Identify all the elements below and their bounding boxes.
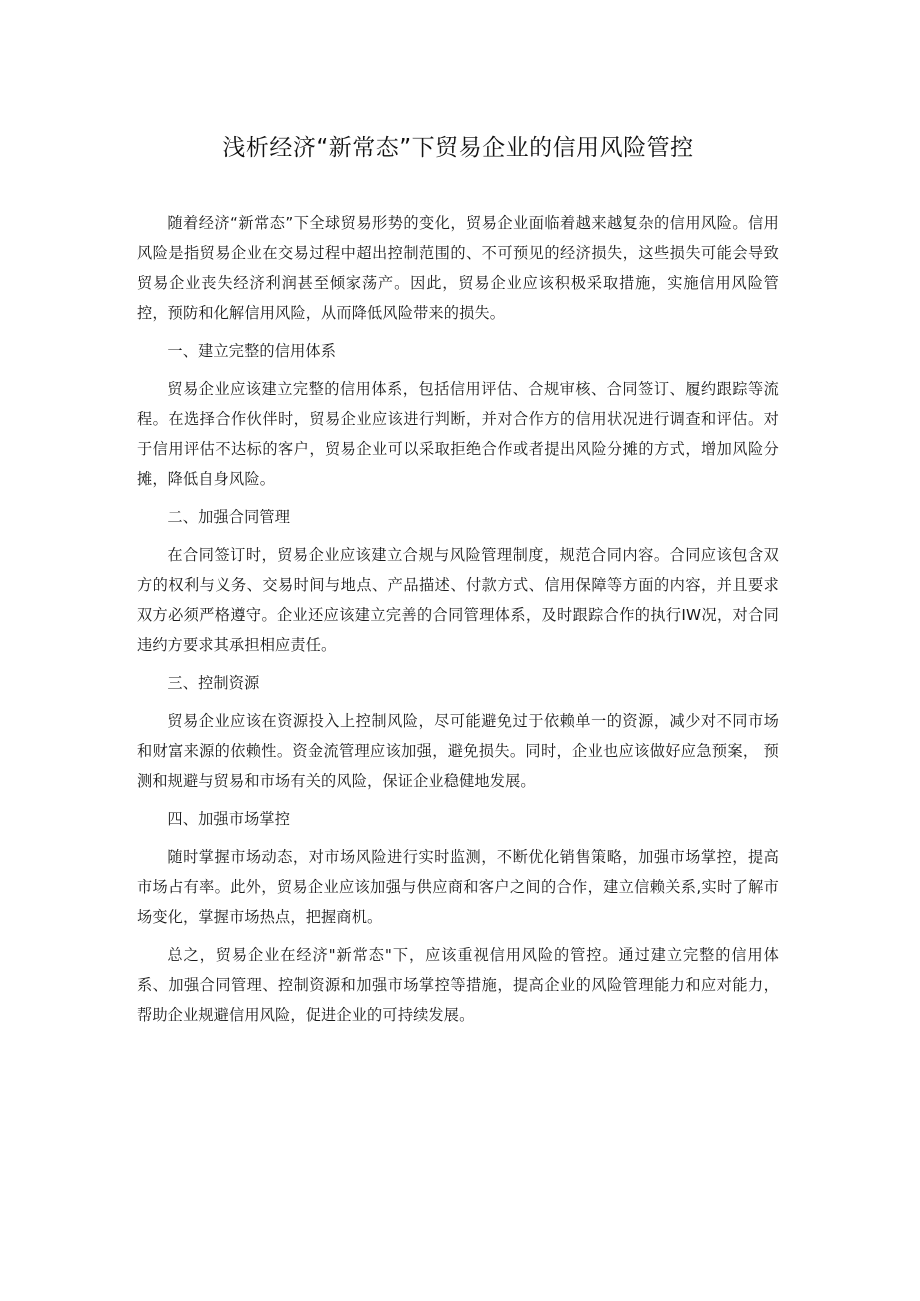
section-paragraph-4: 随时掌握市场动态，对市场风险进行实时监测，不断优化销售策略，加强市场掌控，提高市场占有率。此外，贸易企业应该加强与供应商和客户之间的合作，建立信赖关系,实时了解市场变化，掌握市场热点，把握商机。 <box>137 848 779 926</box>
section-heading-4: 四、加强市场掌控 <box>167 810 291 828</box>
document-title: 浅析经济“新常态”下贸易企业的信用风险管控 <box>222 135 694 161</box>
section-heading-2: 二、加强合同管理 <box>167 508 291 526</box>
conclusion-paragraph: 总之，贸易企业在经济"新常态"下，应该重视信用风险的管控。通过建立完整的信用体系、加强合同管理、控制资源和加强市场掌控等措施，提高企业的风险管理能力和应对能力，帮助企业规避信用风险，促进企业的可持续发展。 <box>137 946 779 1024</box>
section-heading-3: 三、控制资源 <box>167 674 260 692</box>
document-body <box>137 208 779 1038</box>
section-paragraph-3: 贸易企业应该在资源投入上控制风险，尽可能避免过于依赖单一的资源，减少对不同市场和财富来源的依赖性。资金流管理应该加强，避免损失。同时，企业也应该做好应急预案， 预测和规避与贸易和市场有关的风险，保证企业稳健地发展。 <box>137 712 779 790</box>
section-heading-1: 一、建立完整的信用体系 <box>167 342 337 360</box>
section-paragraph-2: 在合同签订时，贸易企业应该建立合规与风险管理制度，规范合同内容。合同应该包含双方的权利与义务、交易时间与地点、产品描述、付款方式、信用保障等方面的内容，并且要求双方必须严格遵守。企业还应该建立完善的合同管理体系，及时跟踪合作的执行IW况，对合同违约方要求其承担相应责任。 <box>137 546 779 654</box>
section-paragraph-1: 贸易企业应该建立完整的信用体系，包括信用评估、合规审核、合同签订、履约跟踪等流程。在选择合作伙伴时，贸易企业应该进行判断，并对合作方的信用状况进行调查和评估。对于信用评估不达标的客户，贸易企业可以采取拒绝合作或者提出风险分摊的方式，增加风险分摊，降低自身风险。 <box>137 380 779 488</box>
intro-paragraph: 随着经济“新常态”下全球贸易形势的变化，贸易企业面临着越来越复杂的信用风险。信用风险是指贸易企业在交易过程中超出控制范围的、不可预见的经济损失，这些损失可能会导致贸易企业丧失经济利润甚至倾家荡产。因此，贸易企业应该积极采取措施，实施信用风险管控，预防和化解信用风险，从而降低风险带来的损失。 <box>137 214 779 322</box>
